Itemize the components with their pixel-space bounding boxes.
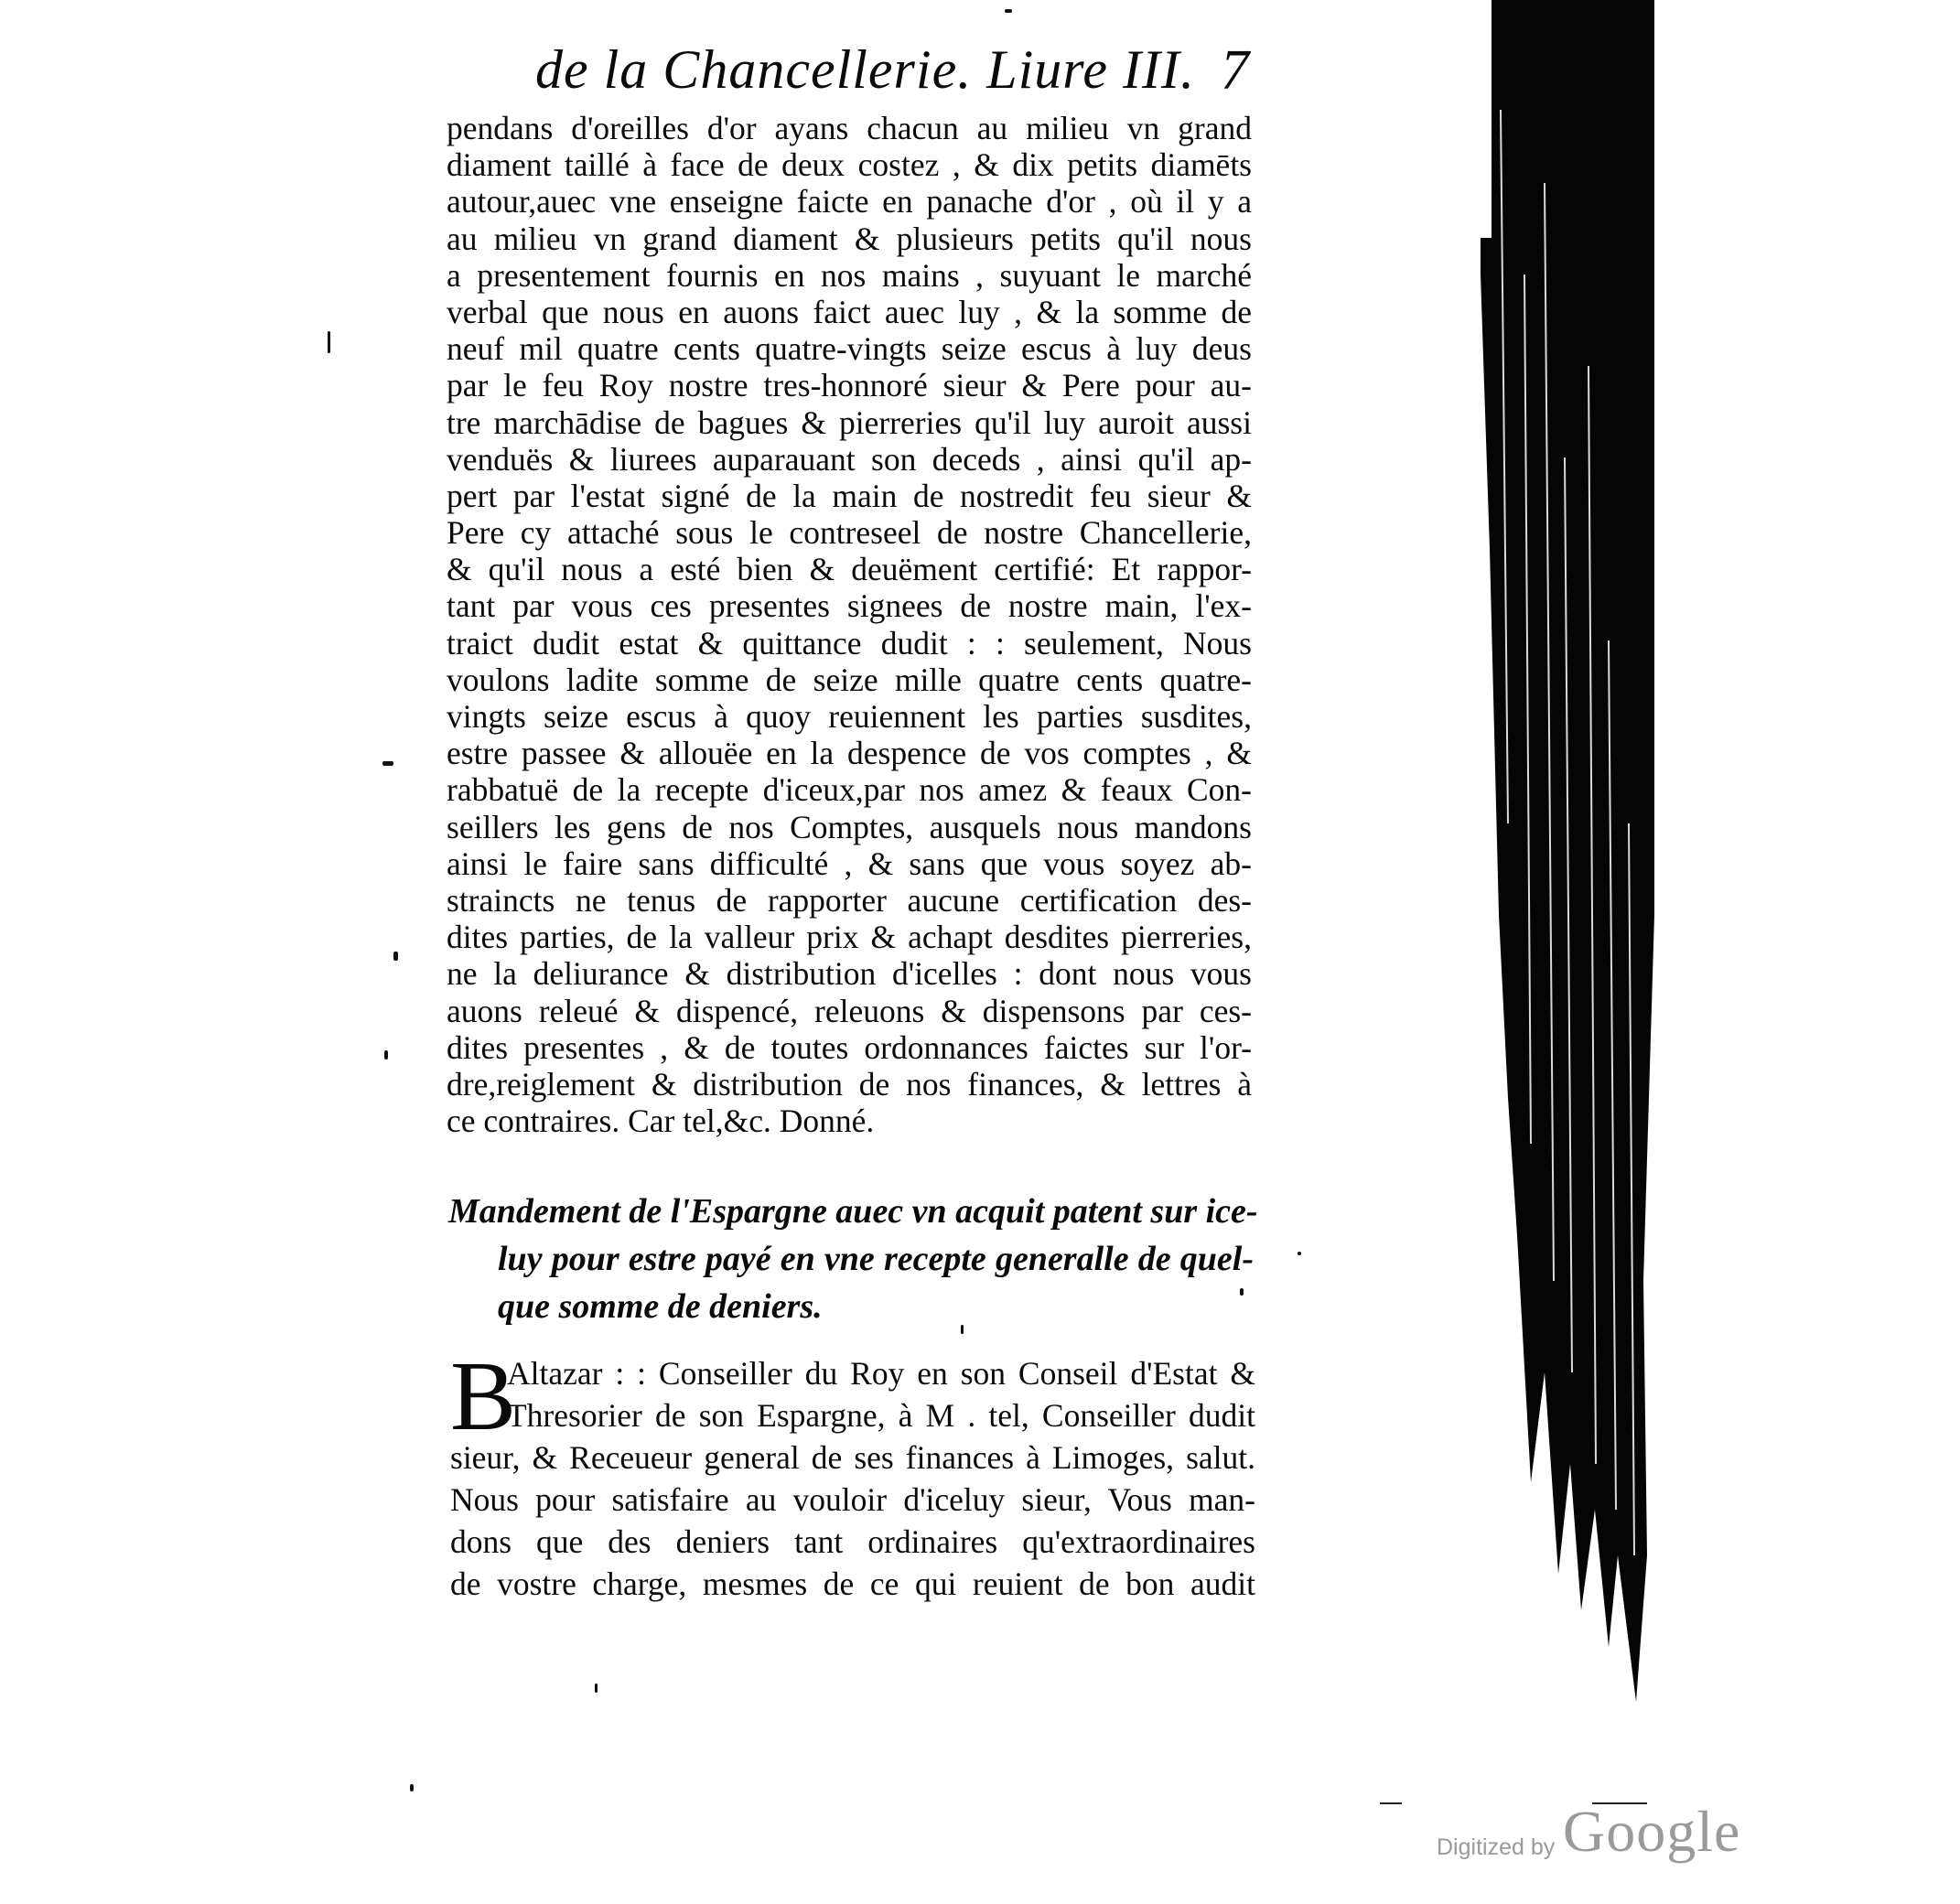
text-line: auons releué & dispencé, releuons & dispensons par ces- bbox=[447, 992, 1252, 1029]
text-line: de vostre charge, mesmes de ce qui reuient de bon audit bbox=[450, 1565, 1255, 1602]
heading-line: luy pour estre payé en vne recepte generalle de quel- bbox=[498, 1240, 1254, 1278]
text-line: straincts ne tenus de rapporter aucune certification des- bbox=[447, 881, 1252, 919]
book-binding-shadow bbox=[1481, 0, 1654, 1711]
letter-paragraph bbox=[450, 1342, 1255, 1605]
text-line: tre marchādise de bagues & pierreries qu'il luy auroit aussi bbox=[447, 403, 1252, 441]
body-text bbox=[447, 110, 1252, 1139]
text-line: au milieu vn grand diament & plusieurs petits qu'il nous bbox=[447, 220, 1252, 257]
text-line: a presentement fournis en nos mains , suyuant le marché bbox=[447, 256, 1252, 294]
text-line: pendans d'oreilles d'or ayans chacun au milieu vn grand bbox=[447, 110, 1252, 146]
running-head-title: de la Chancellerie. Liure III. bbox=[535, 39, 1195, 100]
text-line: par le feu Roy nostre tres-honnoré sieur & Pere pour au- bbox=[447, 367, 1252, 404]
drop-capital: B bbox=[450, 1342, 517, 1451]
text-line: Altazar : : Conseiller du Roy en son Conseil d'Estat & bbox=[507, 1355, 1255, 1392]
text-line: neuf mil quatre cents quatre-vingts seize escus à luy deus bbox=[447, 330, 1252, 368]
text-line: dre,reiglement & distribution de nos finances, & lettres à bbox=[447, 1065, 1252, 1103]
text-line: pert par l'estat signé de la main de nostredit feu sieur & bbox=[447, 477, 1252, 514]
text-line: tant par vous ces presentes signees de nostre main, l'ex- bbox=[447, 587, 1252, 625]
text-line: Nous pour satisfaire au vouloir d'iceluy sieur, Vous man- bbox=[450, 1481, 1255, 1518]
text-line: estre passee & allouëe en la despence de vos comptes , & bbox=[447, 735, 1252, 772]
text-line: ne la deliurance & distribution d'icelles : dont nous vous bbox=[447, 955, 1252, 993]
text-line: sieur, & Receueur general de ses finances à Limoges, salut. bbox=[450, 1439, 1255, 1476]
text-line: dites parties, de la valleur prix & achapt desdites pierreries, bbox=[447, 919, 1252, 956]
text-line: voulons ladite somme de seize mille quatre cents quatre- bbox=[447, 661, 1252, 698]
page-number: 7 bbox=[1221, 39, 1249, 102]
text-line: dites presentes , & de toutes ordonnances faictes sur l'or- bbox=[447, 1028, 1252, 1066]
text-line: Pere cy attaché sous le contreseel de nostre Chancellerie, bbox=[447, 514, 1252, 552]
footer-rule bbox=[1380, 1802, 1402, 1804]
text-line: vingts seize escus à quoy reuiennent les parties susdites, bbox=[447, 698, 1252, 735]
text-line: ce contraires. Car tel,&c. Donné. bbox=[447, 1103, 875, 1140]
text-line: traict dudit estat & quittance dudit : : seulement, Nous bbox=[447, 624, 1252, 662]
text-line: diament taillé à face de deux costez , & dix petits diamēts bbox=[447, 146, 1252, 184]
text-line: Thresorier de son Espargne, à M . tel, Conseiller dudit bbox=[507, 1397, 1255, 1434]
heading-line: Mandement de l'Espargne auec vn acquit patent sur ice- bbox=[448, 1192, 1258, 1231]
text-line: autour,auec vne enseigne faicte en panache d'or , où il y a bbox=[447, 183, 1252, 221]
text-line: venduës & liurees auparauant son deceds , ainsi qu'il ap- bbox=[447, 440, 1252, 478]
text-line: ainsi le faire sans difficulté , & sans que vous soyez ab- bbox=[447, 844, 1252, 882]
text-line: verbal que nous en auons faict auec luy , & la somme de bbox=[447, 293, 1252, 330]
heading-line: que somme de deniers. bbox=[498, 1287, 823, 1326]
watermark-brand: Google bbox=[1563, 1799, 1741, 1864]
text-line: dons que des deniers tant ordinaires qu'extraordinaires bbox=[450, 1523, 1255, 1560]
watermark-prefix: Digitized by bbox=[1437, 1834, 1556, 1860]
text-line: & qu'il nous a esté bien & deuëment certifié: Et rappor- bbox=[447, 551, 1252, 588]
digitization-watermark bbox=[1437, 1798, 1931, 1871]
section-heading bbox=[448, 1188, 1258, 1330]
text-line: rabbatuë de la recepte d'iceux,par nos amez & feaux Con- bbox=[447, 771, 1252, 809]
text-line: seillers les gens de nos Comptes, ausquels nous mandons bbox=[447, 808, 1252, 845]
